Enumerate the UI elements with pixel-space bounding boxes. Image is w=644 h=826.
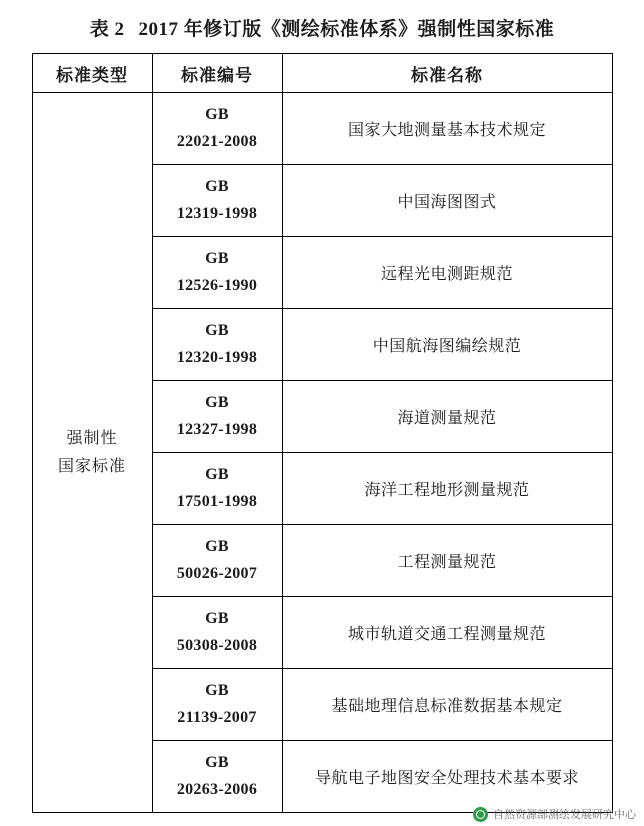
organization-logo-icon — [473, 807, 488, 822]
standard-code-cell — [152, 741, 282, 813]
standard-code-number: 50308-2008 — [176, 636, 258, 654]
standard-name-cell: 海洋工程地形测量规范 — [282, 453, 612, 525]
standard-code-prefix: GB — [205, 466, 229, 484]
standard-code-number: 12526-1990 — [176, 276, 258, 294]
standard-code-number: 12320-1998 — [176, 348, 258, 366]
table-header-row — [32, 54, 612, 93]
watermark-text: 自然资源部测绘发展研究中心 — [493, 809, 636, 821]
standard-code-cell — [152, 93, 282, 165]
standard-name-cell: 国家大地测量基本技术规定 — [282, 93, 612, 165]
standard-code-number: 12327-1998 — [176, 420, 258, 438]
standard-code-number: 21139-2007 — [177, 708, 257, 726]
standard-code-prefix: GB — [205, 106, 229, 124]
standard-code-cell — [152, 669, 282, 741]
standard-name-cell: 导航电子地图安全处理技术基本要求 — [282, 741, 612, 813]
table-caption — [0, 0, 644, 53]
standard-type-line1: 强制性 — [66, 429, 118, 447]
table-row — [32, 93, 612, 165]
caption-title: 2017 年修订版《测绘标准体系》强制性国家标准 — [138, 19, 555, 40]
standard-name-cell: 中国航海图编绘规范 — [282, 309, 612, 381]
standard-code-cell — [152, 309, 282, 381]
column-header-code: 标准编号 — [152, 54, 282, 93]
column-header-name: 标准名称 — [282, 54, 612, 93]
standard-type-line2: 国家标准 — [57, 457, 126, 475]
standard-code-prefix: GB — [205, 250, 229, 268]
standards-table — [32, 53, 613, 813]
watermark — [473, 806, 636, 822]
standard-code-prefix: GB — [205, 538, 229, 556]
standard-code-prefix: GB — [205, 754, 229, 772]
standard-type-cell — [32, 93, 152, 813]
standard-code-cell — [152, 381, 282, 453]
standard-code-cell — [152, 237, 282, 309]
standard-code-cell — [152, 165, 282, 237]
standard-code-number: 17501-1998 — [176, 492, 258, 510]
standard-code-number: 50026-2007 — [176, 564, 258, 582]
standard-name-cell: 远程光电测距规范 — [282, 237, 612, 309]
standard-code-cell — [152, 597, 282, 669]
standard-name-cell: 工程测量规范 — [282, 525, 612, 597]
standard-code-cell — [152, 525, 282, 597]
column-header-type: 标准类型 — [32, 54, 152, 93]
standard-code-prefix: GB — [205, 178, 229, 196]
standard-name-cell: 城市轨道交通工程测量规范 — [282, 597, 612, 669]
standard-code-prefix: GB — [205, 682, 229, 700]
standard-name-cell: 中国海图图式 — [282, 165, 612, 237]
standard-name-cell: 海道测量规范 — [282, 381, 612, 453]
standard-name-cell: 基础地理信息标准数据基本规定 — [282, 669, 612, 741]
standard-code-number: 20263-2006 — [176, 780, 258, 798]
standard-code-cell — [152, 453, 282, 525]
standard-code-prefix: GB — [205, 322, 229, 340]
standard-code-prefix: GB — [205, 394, 229, 412]
standard-code-prefix: GB — [205, 610, 229, 628]
standard-code-number: 12319-1998 — [176, 204, 258, 222]
caption-label: 表 2 — [89, 19, 125, 40]
standard-code-number: 22021-2008 — [176, 132, 258, 150]
